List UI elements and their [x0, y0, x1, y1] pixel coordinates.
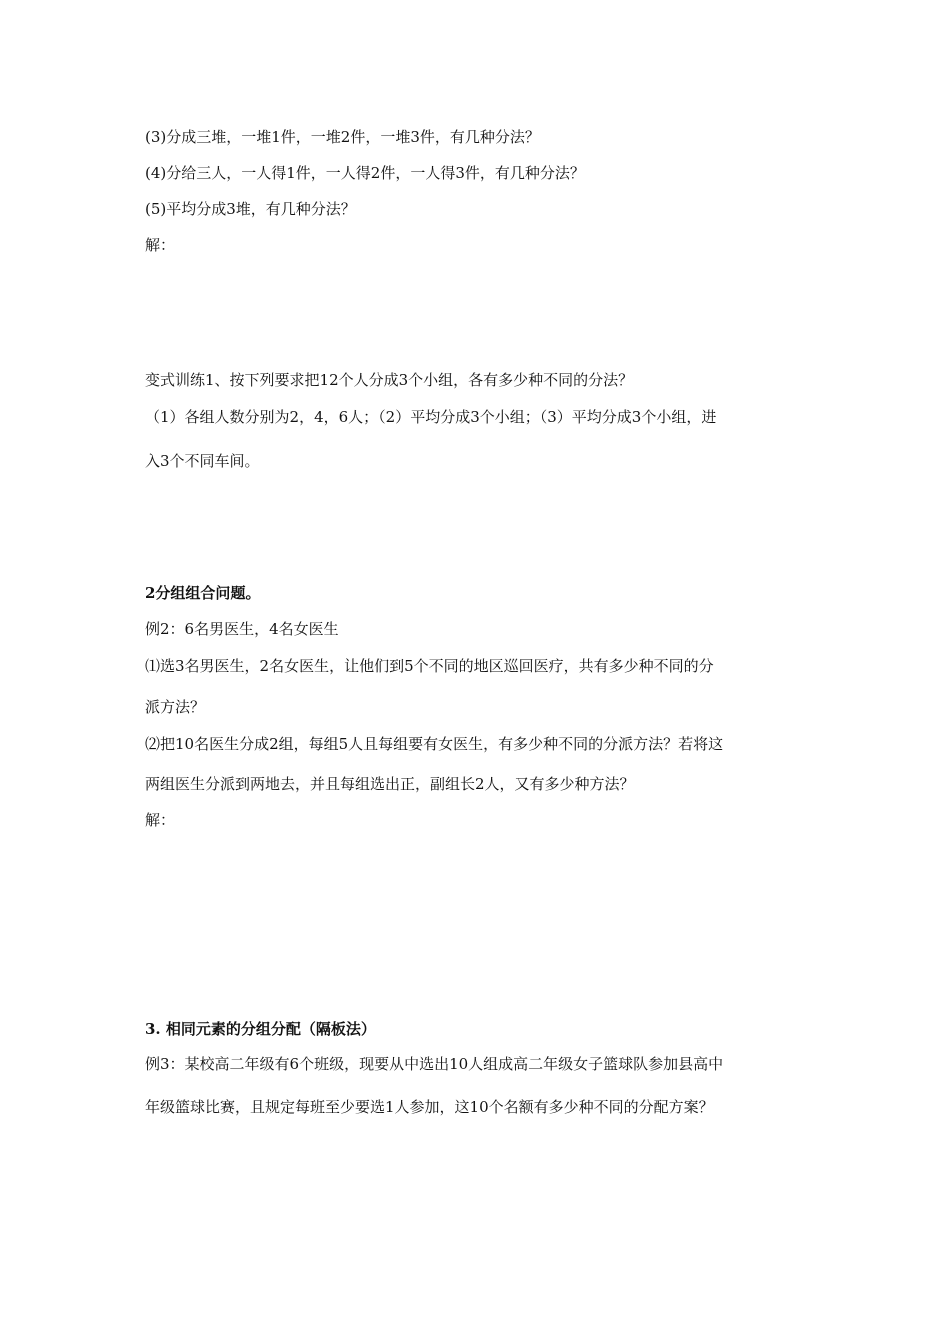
variant-training-1-parts: （1）各组人数分别为2，4，6人；（2）平均分成3个小组；（3）平均分成3个小组，进	[145, 408, 717, 426]
question-5: (5)平均分成3堆，有几种分法？	[145, 200, 356, 218]
example-2-part-2-cont: 两组医生分派到两地去，并且每组选出正，副组长2人，又有多少种方法？	[145, 775, 635, 793]
variant-training-1-parts-cont: 入3个不同车间。	[145, 452, 260, 470]
question-3: (3)分成三堆，一堆1件，一堆2件，一堆3件，有几种分法？	[145, 128, 540, 146]
example-2-part-2: ⑵把10名医生分成2组，每组5人且每组要有女医生，有多少种不同的分派方法？若将这	[145, 735, 724, 753]
question-4: (4)分给三人，一人得1件，一人得2件，一人得3件，有几种分法？	[145, 164, 585, 182]
example-3-cont: 年级篮球比赛，且规定每班至少要选1人参加，这10个名额有多少种不同的分配方案？	[145, 1098, 714, 1116]
example-3: 例3：某校高二年级有6个班级，现要从中选出10人组成高二年级女子篮球队参加县高中	[145, 1055, 724, 1073]
solution-label-2: 解：	[145, 811, 176, 829]
example-2-part-1: ⑴选3名男医生，2名女医生，让他们到5个不同的地区巡回医疗，共有多少种不同的分	[145, 657, 714, 675]
section-heading-3: 3. 相同元素的分组分配（隔板法）	[145, 1020, 376, 1038]
variant-training-1: 变式训练1、按下列要求把12个人分成3个小组，各有多少种不同的分法？	[145, 371, 634, 389]
solution-label-1: 解：	[145, 236, 176, 254]
example-2-part-1-cont: 派方法？	[145, 698, 206, 716]
section-heading-2: 2分组组合问题。	[145, 584, 261, 602]
example-2: 例2：6名男医生，4名女医生	[145, 620, 339, 638]
